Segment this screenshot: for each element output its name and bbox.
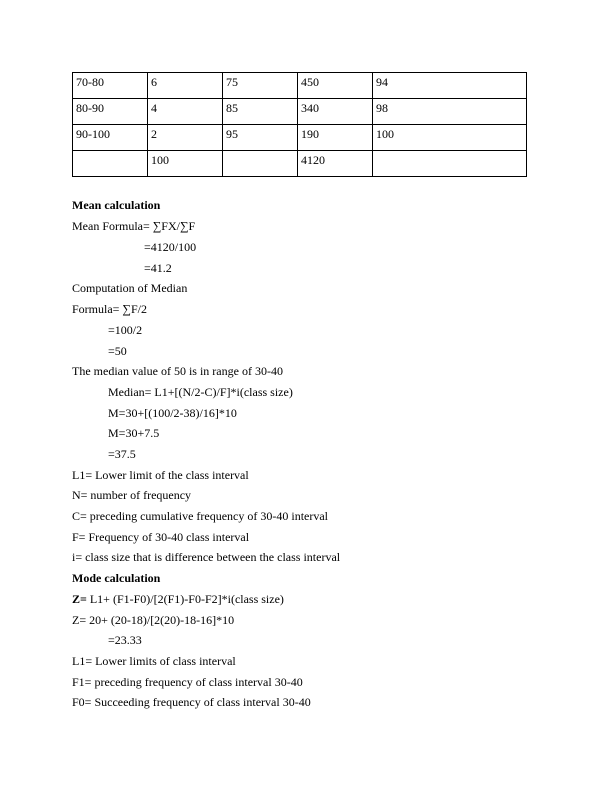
table-cell: 4 bbox=[148, 99, 223, 125]
table-cell: 450 bbox=[298, 73, 373, 99]
text-line bbox=[72, 281, 187, 296]
text-line bbox=[72, 654, 236, 669]
text-line bbox=[108, 344, 127, 359]
text-line-content: F= Frequency of 30-40 class interval bbox=[72, 530, 250, 544]
text-line-content: =100/2 bbox=[108, 323, 143, 337]
text-line bbox=[72, 364, 283, 379]
table-cell bbox=[373, 151, 527, 177]
table-cell: 2 bbox=[148, 125, 223, 151]
table-cell: 75 bbox=[223, 73, 298, 99]
text-line-content: =41.2 bbox=[144, 261, 172, 275]
table-cell bbox=[223, 151, 298, 177]
text-line bbox=[72, 695, 311, 710]
table-cell: 80-90 bbox=[73, 99, 148, 125]
text-line-content: Z= 20+ (20-18)/[2(20)-18-16]*10 bbox=[72, 613, 235, 627]
table-cell: 70-80 bbox=[73, 73, 148, 99]
table-cell: 95 bbox=[223, 125, 298, 151]
text-line bbox=[72, 302, 147, 317]
text-line bbox=[144, 240, 196, 255]
text-line bbox=[108, 385, 293, 400]
table-row bbox=[73, 73, 527, 99]
text-line bbox=[72, 488, 191, 503]
table-cell: 6 bbox=[148, 73, 223, 99]
frequency-table bbox=[72, 72, 527, 177]
text-line-content: Mode calculation bbox=[72, 571, 161, 585]
table-cell: 4120 bbox=[298, 151, 373, 177]
text-line-content: Mean calculation bbox=[72, 198, 161, 212]
text-line bbox=[72, 198, 160, 213]
table-cell: 190 bbox=[298, 125, 373, 151]
table-cell: 85 bbox=[223, 99, 298, 125]
text-line-content: =4120/100 bbox=[144, 240, 197, 254]
table-cell: 340 bbox=[298, 99, 373, 125]
text-line bbox=[72, 592, 284, 607]
table-cell: 90-100 bbox=[73, 125, 148, 151]
text-line-content: =37.5 bbox=[108, 447, 136, 461]
text-line bbox=[144, 261, 172, 276]
text-line-content: Mean Formula= ∑FX/∑F bbox=[72, 219, 196, 233]
text-line-content: F0= Succeeding frequency of class interval 30-40 bbox=[72, 695, 311, 709]
formula-prefix: Z= bbox=[72, 592, 87, 606]
text-line bbox=[108, 426, 159, 441]
table-cell: 100 bbox=[373, 125, 527, 151]
text-line-content: i= class size that is difference between the class interval bbox=[72, 550, 341, 564]
text-line-content: Computation of Median bbox=[72, 281, 188, 295]
frequency-table-body bbox=[73, 73, 527, 177]
table-cell: 94 bbox=[373, 73, 527, 99]
text-line bbox=[72, 509, 328, 524]
text-line-content: L1= Lower limits of class interval bbox=[72, 654, 236, 668]
text-line bbox=[72, 530, 249, 545]
text-line bbox=[72, 550, 340, 565]
text-line-content: =23.33 bbox=[108, 633, 142, 647]
table-cell: 100 bbox=[148, 151, 223, 177]
table-row bbox=[73, 99, 527, 125]
text-line bbox=[72, 468, 249, 483]
text-line-content: L1= Lower limit of the class interval bbox=[72, 468, 249, 482]
text-line-content: M=30+7.5 bbox=[108, 426, 160, 440]
table-row bbox=[73, 125, 527, 151]
text-line-content: Median= L1+[(N/2-C)/F]*i(class size) bbox=[108, 385, 293, 399]
table-cell bbox=[73, 151, 148, 177]
text-line bbox=[72, 675, 303, 690]
text-line-content: N= number of frequency bbox=[72, 488, 192, 502]
text-line-content: L1+ (F1-F0)/[2(F1)-F0-F2]*i(class size) bbox=[86, 592, 284, 606]
text-line-content: The median value of 50 is in range of 30-40 bbox=[72, 364, 283, 378]
text-line bbox=[72, 571, 160, 586]
text-line bbox=[108, 447, 136, 462]
text-line bbox=[72, 613, 234, 628]
text-line bbox=[108, 633, 142, 648]
text-line bbox=[72, 219, 195, 234]
table-cell: 98 bbox=[373, 99, 527, 125]
text-line-content: C= preceding cumulative frequency of 30-40 interval bbox=[72, 509, 329, 523]
text-line-content: Formula= ∑F/2 bbox=[72, 302, 147, 316]
text-line bbox=[108, 323, 142, 338]
text-line-content: M=30+[(100/2-38)/16]*10 bbox=[108, 406, 237, 420]
text-line-content: F1= preceding frequency of class interval 30-40 bbox=[72, 675, 303, 689]
text-line bbox=[108, 406, 237, 421]
table-row bbox=[73, 151, 527, 177]
text-line-content: =50 bbox=[108, 344, 127, 358]
